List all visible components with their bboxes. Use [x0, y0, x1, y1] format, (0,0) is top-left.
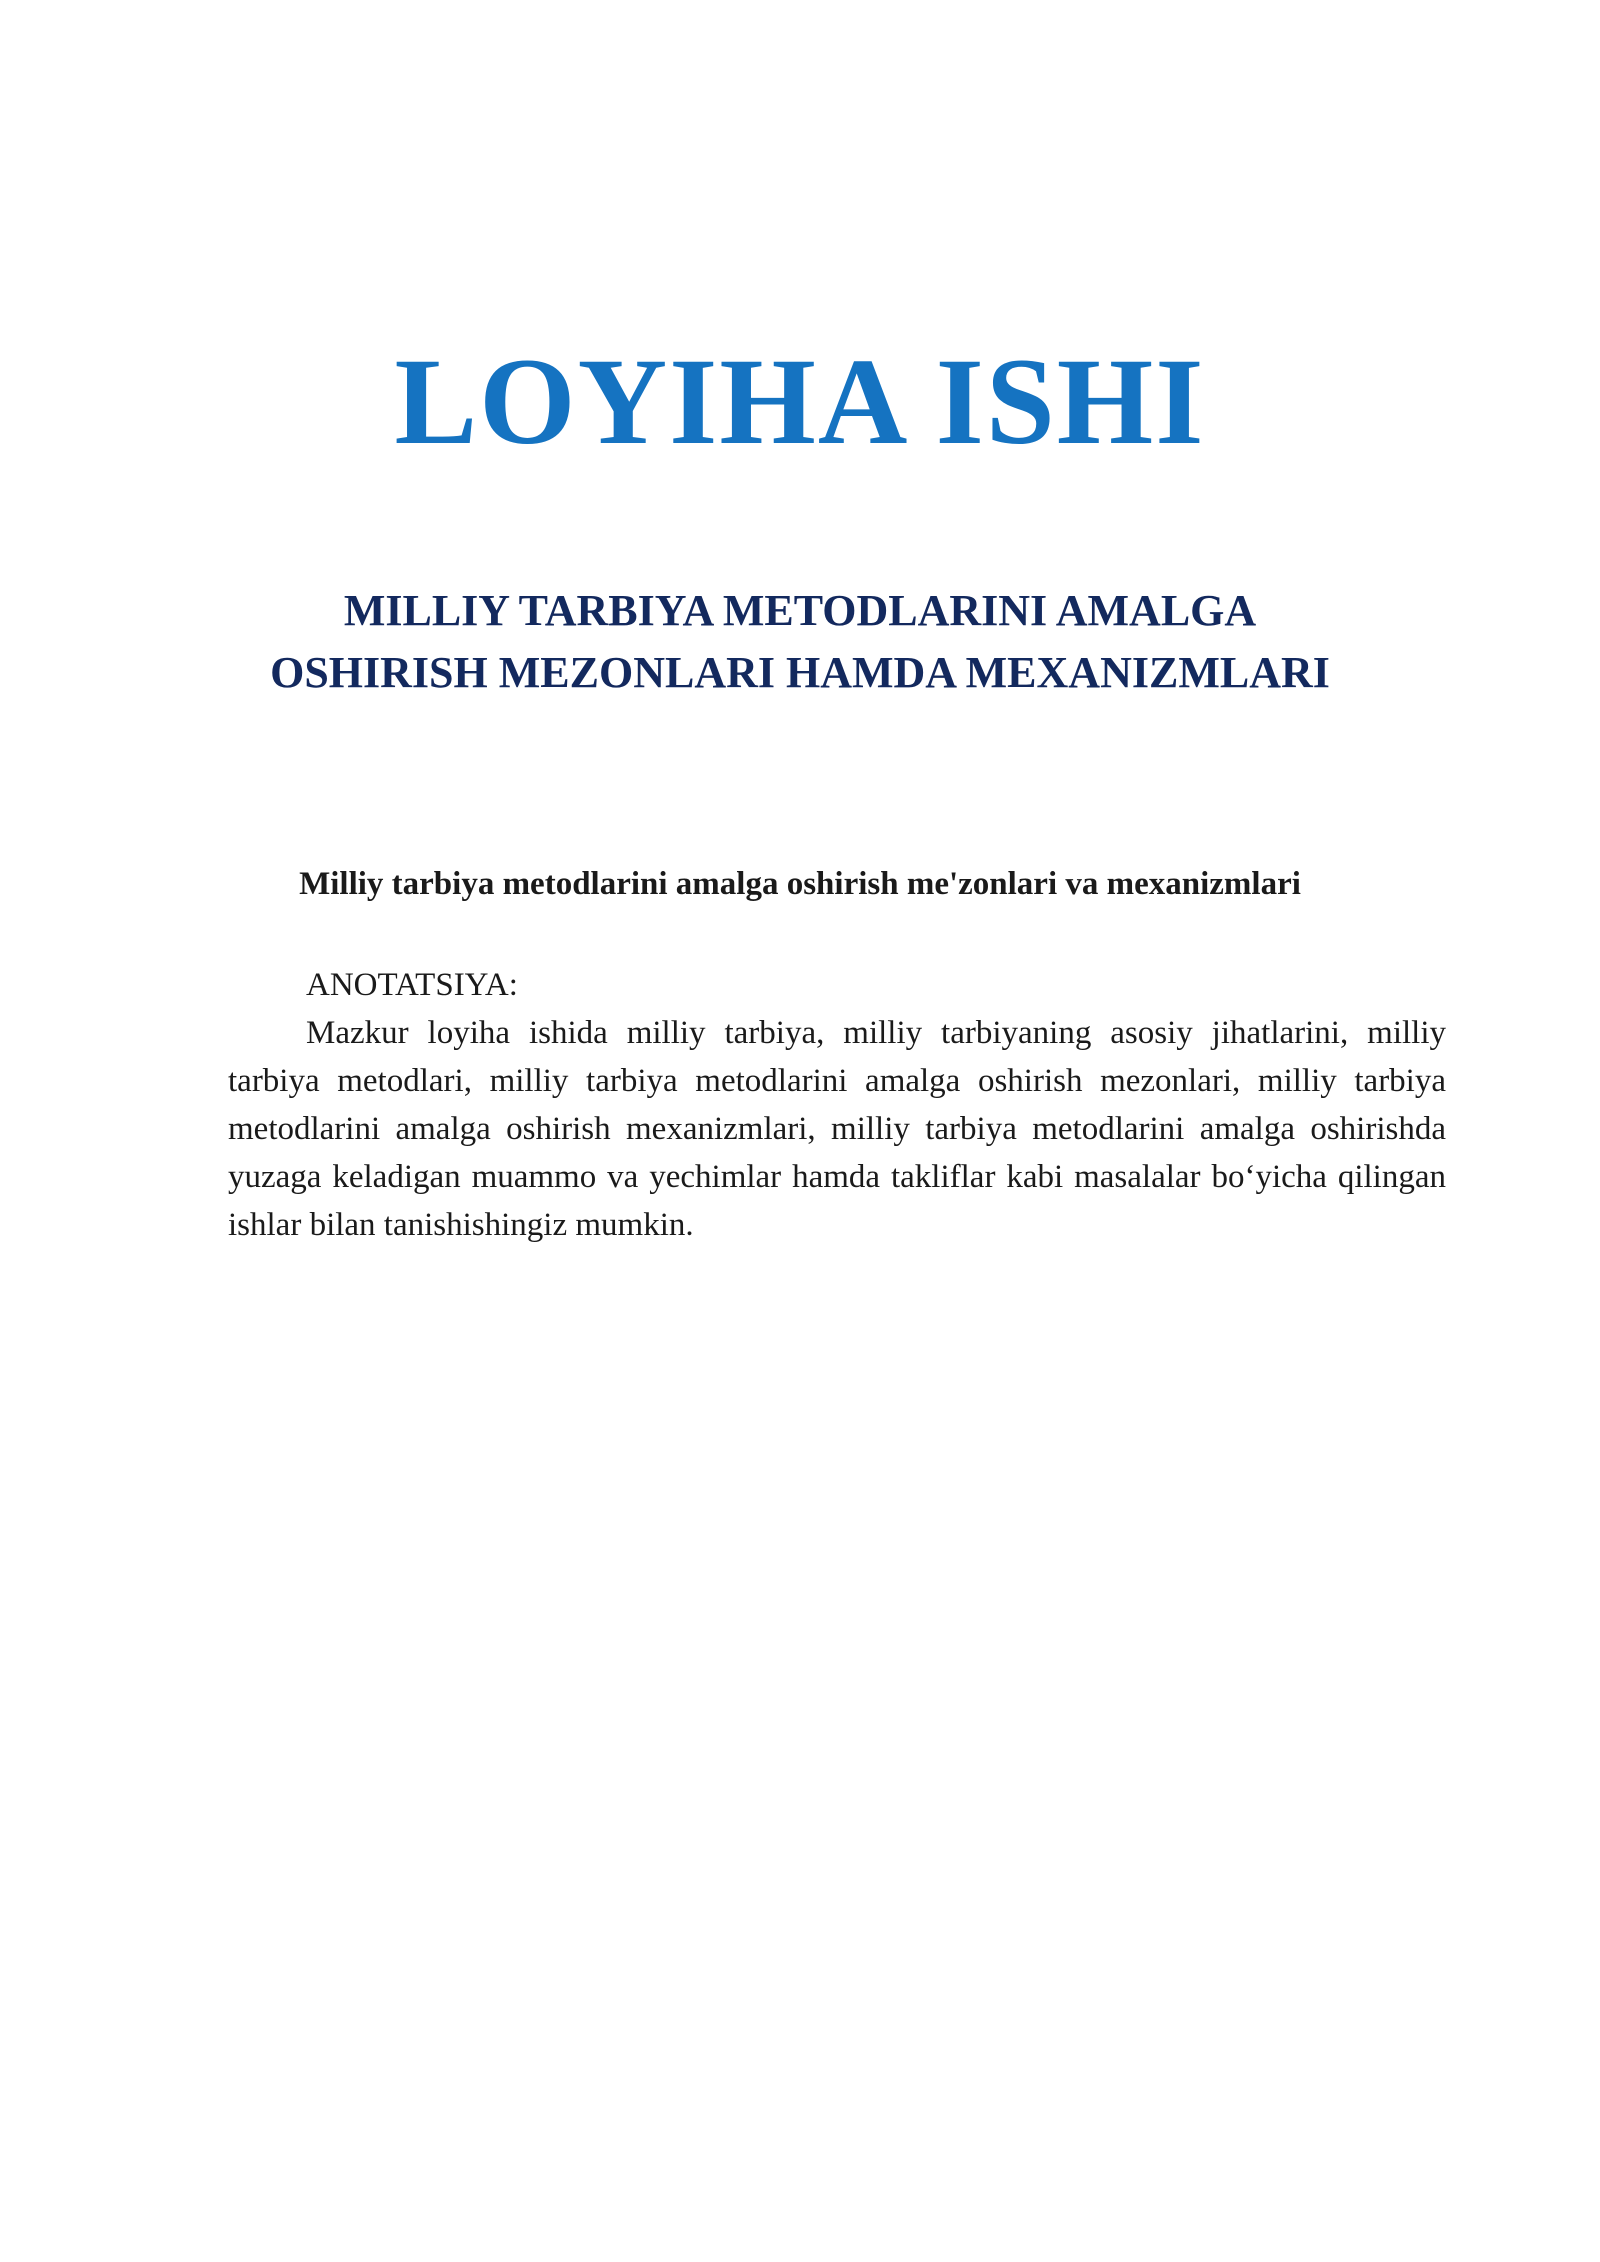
subtitle-line: MILLIY TARBIYA METODLARINI AMALGA	[343, 586, 1257, 635]
subtitle-line: OSHIRISH MEZONLARI HAMDA MEXANIZMLARI	[270, 648, 1330, 697]
abstract-block	[228, 961, 1446, 1249]
section-heading: Milliy tarbiya metodlarini amalga oshirish me'zonlari va mexanizmlari	[299, 866, 1301, 902]
abstract-text: Mazkur loyiha ishida milliy tarbiya, milliy tarbiyaning asosiy jihatlarini, milliy tarbiya metodlari, milliy tarbiya metodlarini amalga oshirish mezonlari, milliy tarbiya metodlarini amalga oshirish mexanizmlari, milliy tarbiya metodlarini amalga oshirishda yuzaga keladigan muammo va yechimlar hamda takliflar kabi masalalar bo‘yicha qilingan ishlar bilan tanishishingiz mumkin.	[228, 1015, 1446, 1243]
abstract-label: ANOTATSIYA:	[306, 967, 518, 1003]
document-title: LOYIHA ISHI	[394, 333, 1206, 470]
document-subtitle	[160, 580, 1440, 704]
